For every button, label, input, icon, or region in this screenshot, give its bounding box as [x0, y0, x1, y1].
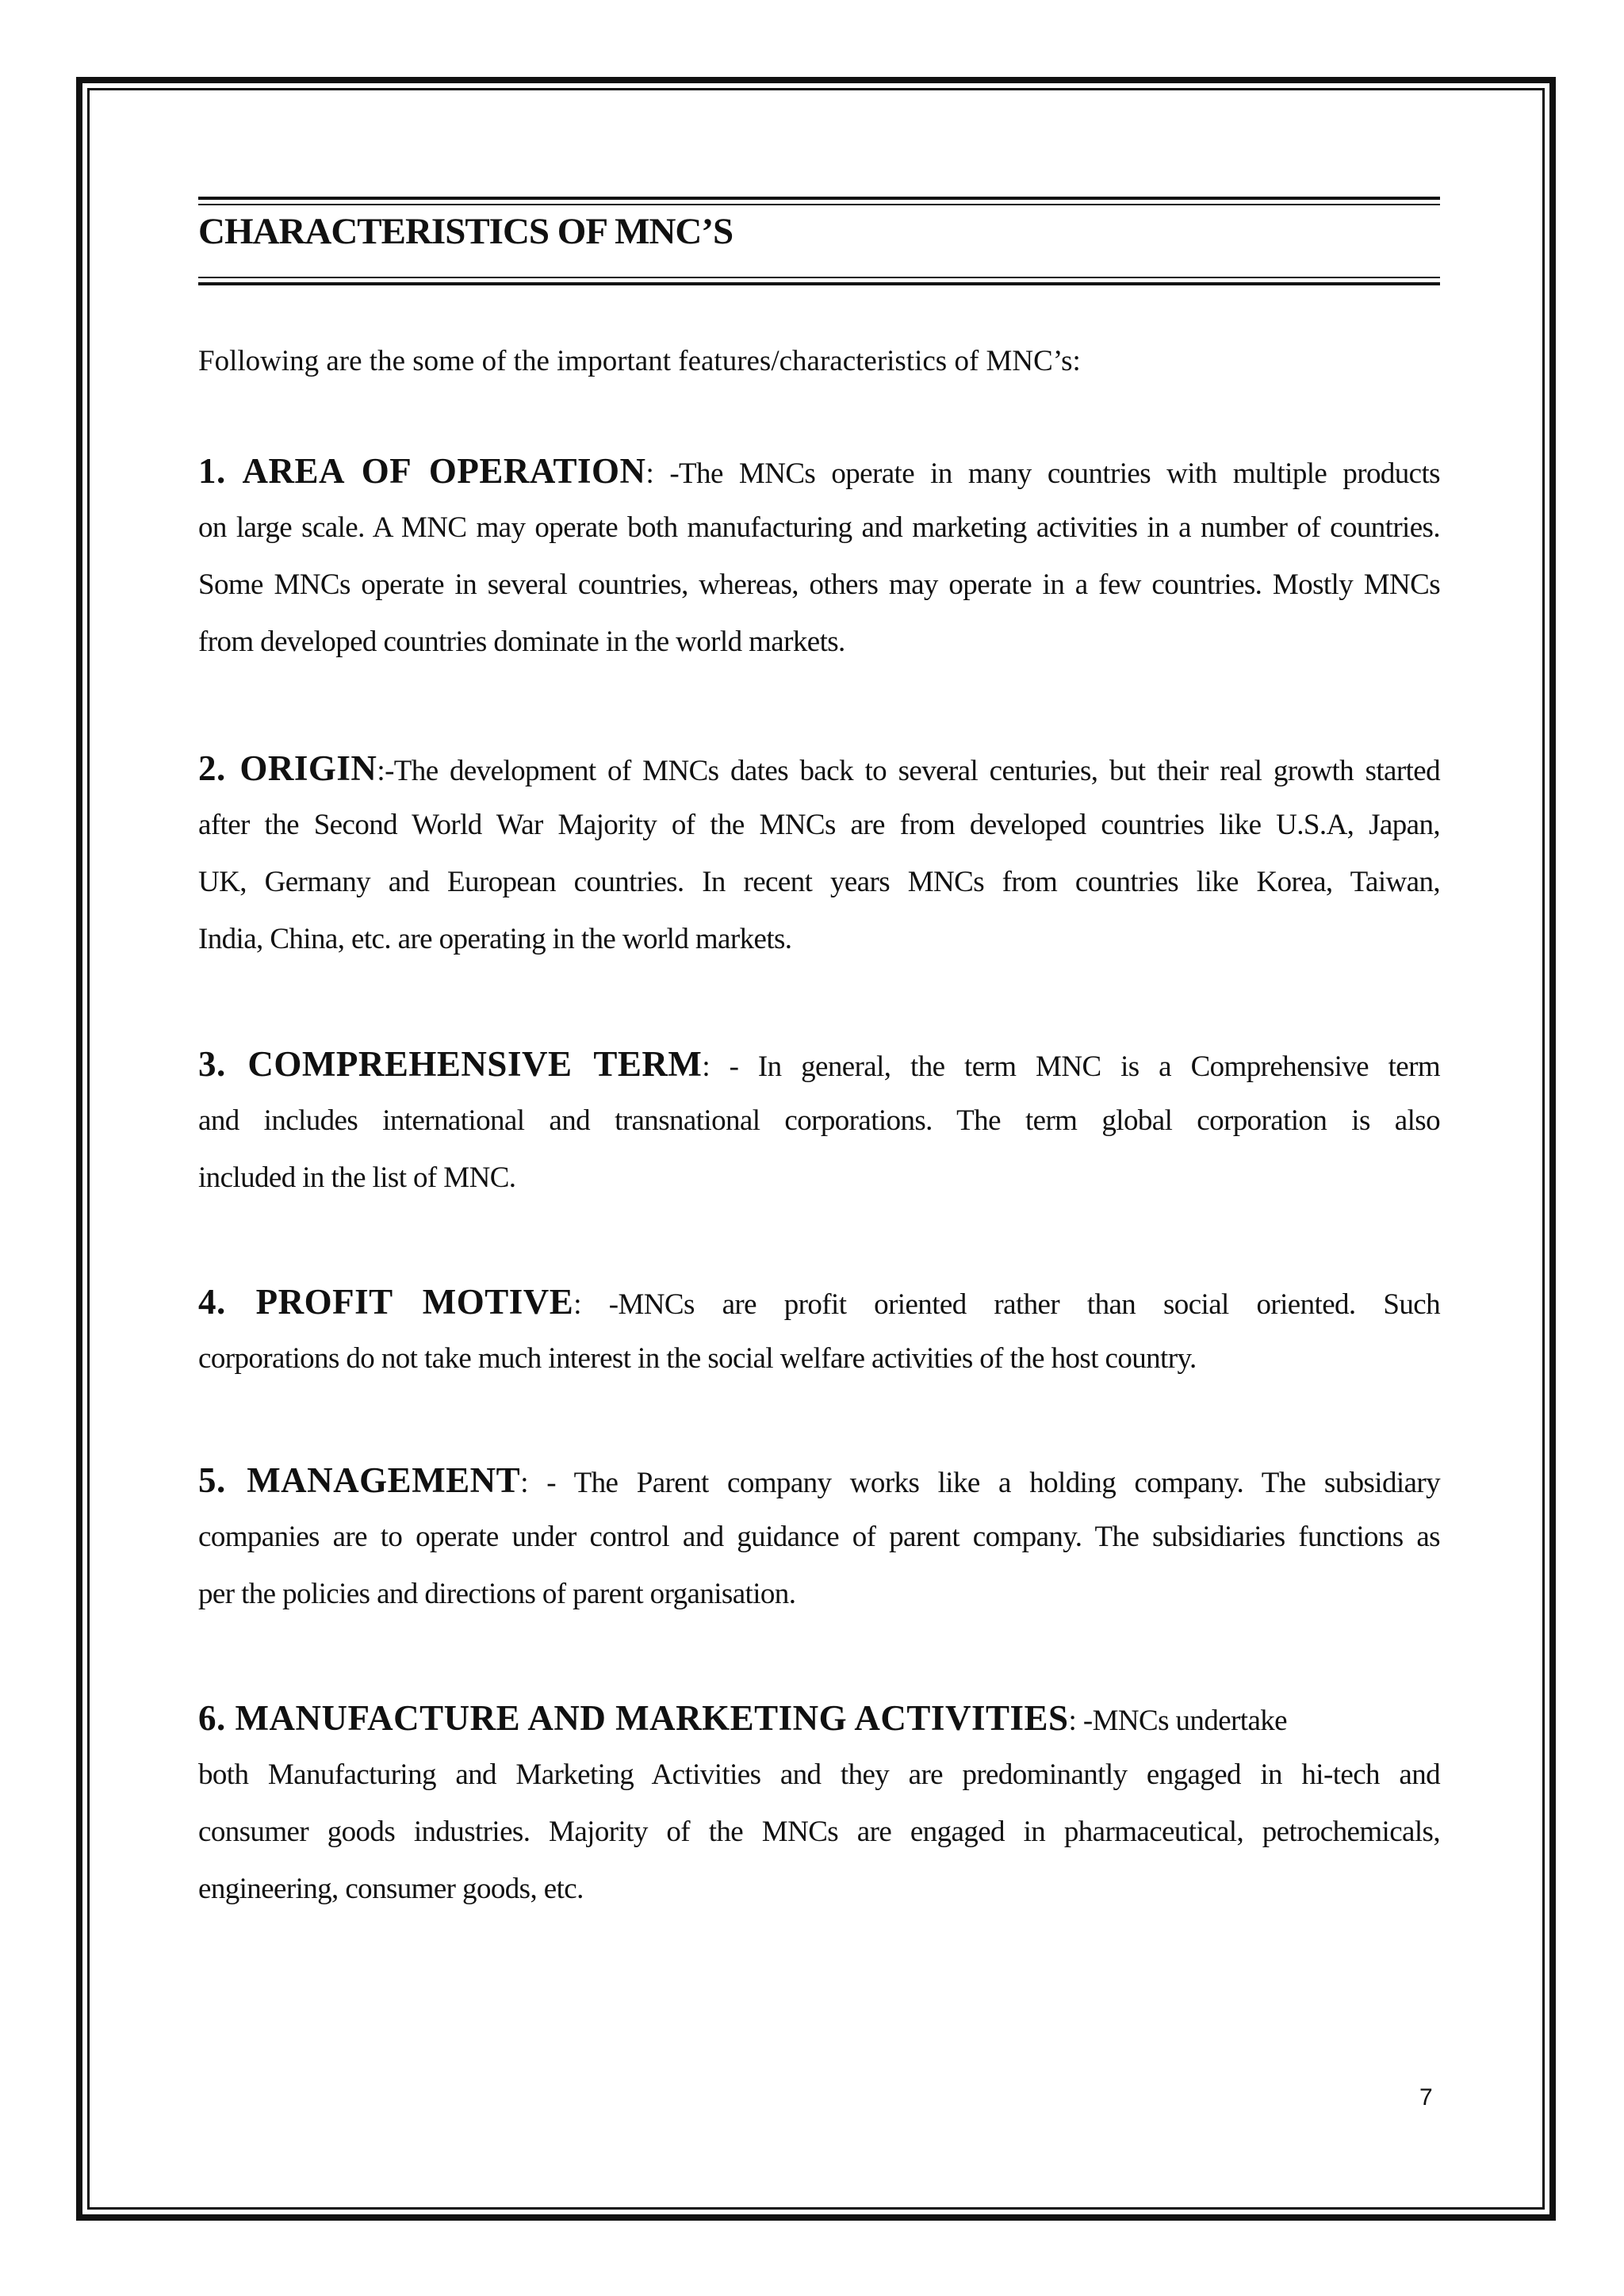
- section-heading: 6. MANUFACTURE AND MARKETING ACTIVITIES: [198, 1698, 1069, 1738]
- section-line: after the Second World War Majority of the MNCs are from developed countries like U.S.A, Japan,: [198, 809, 1440, 841]
- section-first-line: [198, 749, 1440, 806]
- section-line: companies are to operate under control and guidance of parent company. The subsidiaries functions as: [198, 1521, 1440, 1553]
- section-line: on large scale. A MNC may operate both manufacturing and marketing activities in a number of countries.: [198, 511, 1440, 544]
- section-heading: 5. MANAGEMENT: [198, 1460, 521, 1500]
- section-first-line-text: : - In general, the term MNC is a Comprehensive term: [702, 1050, 1440, 1083]
- page-number: 7: [1419, 2084, 1433, 2110]
- section-heading: 1. AREA OF OPERATION: [198, 451, 646, 491]
- intro-paragraph: Following are the some of the important features/characteristics of MNC’s:: [198, 345, 1081, 377]
- section-line: consumer goods industries. Majority of the MNCs are engaged in pharmaceutical, petrochemicals,: [198, 1816, 1440, 1848]
- section-first-line-text: : - The Parent company works like a holding company. The subsidiary: [520, 1467, 1440, 1499]
- section-heading: 2. ORIGIN: [198, 748, 377, 788]
- section-line: and includes international and transnational corporations. The term global corporation is also: [198, 1104, 1440, 1137]
- section-profit-motive: [198, 1283, 1440, 1397]
- section-area-of-operation: [198, 452, 1440, 680]
- section-line: India, China, etc. are operating in the world markets.: [198, 923, 792, 955]
- section-origin: [198, 749, 1440, 978]
- section-heading: 4. PROFIT MOTIVE: [198, 1282, 574, 1322]
- section-management: [198, 1461, 1440, 1632]
- section-first-line: [198, 1045, 1440, 1102]
- page-title: CHARACTERISTICS OF MNC’S: [198, 211, 733, 252]
- section-line: Some MNCs operate in several countries, whereas, others may operate in a few countries. Mostly MNCs: [198, 568, 1440, 601]
- section-first-line-text: : -The MNCs operate in many countries with multiple products: [645, 457, 1440, 490]
- section-first-line: [198, 1461, 1440, 1518]
- section-first-line-text: : -MNCs are profit oriented rather than social oriented. Such: [573, 1288, 1440, 1321]
- title-rule-top: [198, 197, 1440, 205]
- section-heading: 3. COMPREHENSIVE TERM: [198, 1044, 703, 1084]
- section-comprehensive-term: [198, 1045, 1440, 1216]
- section-line: both Manufacturing and Marketing Activities and they are predominantly engaged in hi-tech and: [198, 1758, 1440, 1791]
- title-rule-bottom: [198, 277, 1440, 285]
- section-line: from developed countries dominate in the world markets.: [198, 626, 845, 658]
- section-first-line: [198, 452, 1440, 509]
- section-line: corporations do not take much interest in the social welfare activities of the host country.: [198, 1342, 1197, 1375]
- section-line: UK, Germany and European countries. In recent years MNCs from countries like Korea, Taiwan,: [198, 866, 1440, 898]
- section-line: included in the list of MNC.: [198, 1161, 516, 1194]
- section-line: per the policies and directions of parent organisation.: [198, 1578, 796, 1610]
- section-first-line: [198, 1283, 1440, 1340]
- section-first-line-text: : -MNCs undertake: [1068, 1705, 1287, 1737]
- section-line: engineering, consumer goods, etc.: [198, 1873, 584, 1905]
- section-first-line: [198, 1699, 1440, 1756]
- section-manufacture-marketing: [198, 1699, 1440, 1927]
- section-first-line-text: :-The development of MNCs dates back to several centuries, but their real growth started: [377, 755, 1440, 787]
